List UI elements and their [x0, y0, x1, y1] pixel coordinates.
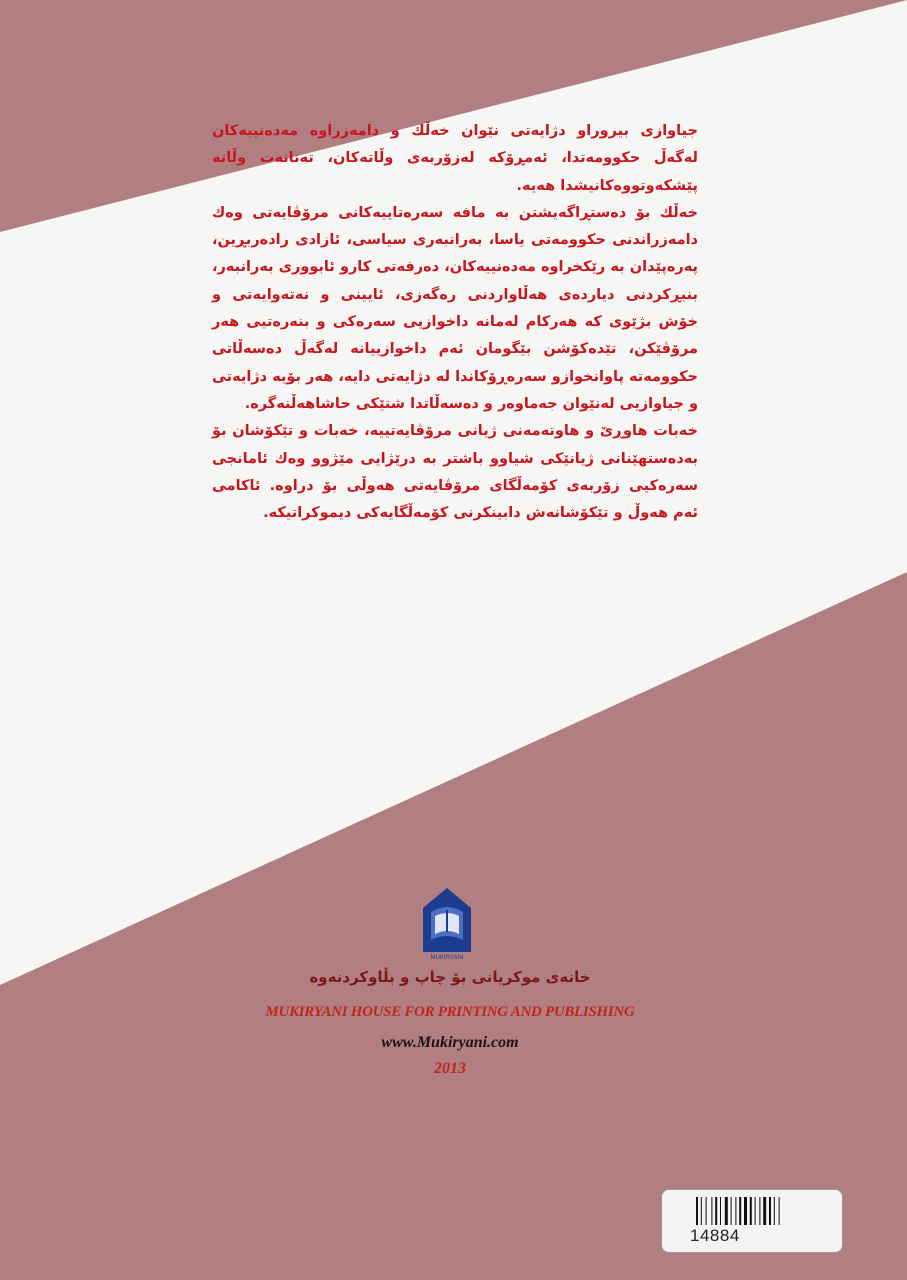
paragraph-3: خەبات هاوڕێ و هاوتەمەنی ژیانی مرۆڤایەتییە، خەبات و تێکۆشان بۆ بەدەستهێنانی ژیانێکی شیاوو باشتر بە درێژایی مێژوو وەك ئامانجی سەرەکیی زۆربەی کۆمەڵگای مرۆڤایەتی هەوڵی بۆ دراوە. ئاکامی ئەم هەوڵ و تێکۆشانەش دابینکرنی کۆمەڵگایەکی دیموکراتیکە.	[212, 423, 698, 522]
publisher-website: www.Mukiryani.com	[381, 1034, 519, 1051]
publisher-name-english: MUKIRYANI HOUSE FOR PRINTING AND PUBLISHING	[265, 1004, 635, 1020]
barcode-number: 14884	[690, 1226, 740, 1245]
barcode-icon	[696, 1197, 802, 1225]
publisher-name-kurdish: خانەی موکریانی بۆ چاپ و بڵاوکردنەوە	[309, 968, 591, 986]
back-cover-text	[212, 118, 698, 527]
paragraph-1: جیاوازی بیروراو دژایەتی نێوان خەڵك و دامەزراوە مەدەنییەکان لەگەڵ حکوومەتدا، ئەمڕۆکە لەزۆربەی وڵاتەکان، تەنانەت وڵاتە پێشکەوتووەکانیشدا هەیە.	[212, 123, 698, 194]
publication-year: 2013	[434, 1060, 466, 1077]
paragraph-2: خەڵك بۆ دەستڕاگەیشتن بە مافە سەرەتاییەکانی مرۆڤایەتی وەك دامەزراندنی حکوومەتی یاسا، بەرانبەری سیاسی، ئازادی رادەربڕین، پەرەپێدان بە رێکخراوە مەدەنییەکان، دەرفەتی کارو ئابووری بەرانبەر، بنبڕکردنی دیاردەی هەڵاواردنی رەگەزی، ئایینی و نەتەوایەتی و خۆش بژێوی کە هەرکام لەمانە داخوازیی سەرەکی و بنەرەتیی هەر مرۆڤێکن، تێدەکۆشن بێگومان ئەم داخوازییانە لەگەڵ دەسەڵاتی حکوومەتە پاوانخوازو سەرەڕۆکاندا لە دژایەتی دایە، هەر بۆیە دژایەتی و جیاوازیی لەنێوان جەماوەر و دەسەڵاتدا شتێکی حاشاهەڵنەگرە.	[212, 204, 698, 412]
publisher-logo-icon	[417, 882, 477, 962]
barcode-sticker	[661, 1189, 843, 1253]
logo-text: MUKIRYANI	[430, 955, 464, 961]
